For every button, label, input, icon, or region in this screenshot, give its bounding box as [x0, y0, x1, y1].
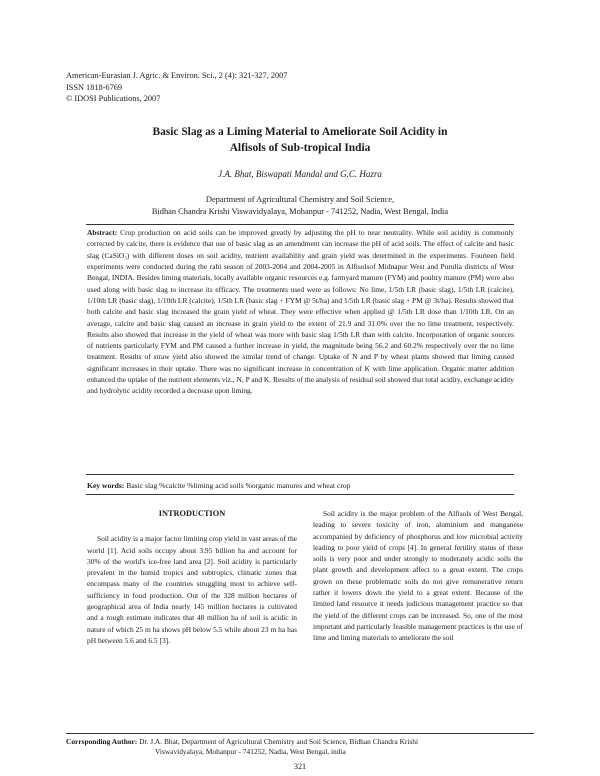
abstract — [87, 227, 514, 397]
journal-copyright: © IDOSI Publications, 2007 — [66, 94, 161, 104]
paper-title — [60, 124, 540, 156]
affiliation-line-1: Department of Agricultural Chemistry and Soil Science, — [205, 195, 395, 204]
corresponding-author-footer — [66, 737, 534, 758]
footer-label: Corrsponding Author: — [66, 737, 138, 746]
title-line-1: Basic Slag as a Liming Material to Ameliorate Soil Acidity in — [152, 126, 448, 138]
journal-citation: American-Eurasian J. Agric. & Environ. Sci., 2 (4): 321-327, 2007 — [66, 71, 288, 80]
left-column — [87, 508, 297, 646]
keywords — [87, 481, 350, 490]
journal-issn: ISSN 1818-6769 — [66, 82, 123, 92]
abstract-text: Crop production on acid soils can be improved greatly by adjusting the pH to near neutrality. While soil acidity is commonly corrected by calcite, there is evidence that use of basic slag as an amendment can increase the pH of acid soils. The effect of calcite and basic slag (CaSiO₃) with different doses on soil acidity, nutrient availability and grain yield was determined in the experiments. Fourteen field experiments were conducted during the rabi season of 2003-2004 and 2004-2005 in Alfisolsof Midnapur West and Purulia districts of West Bengal, INDIA. Besides liming materials, locally available organic resources e.g. farmyard manure (FYM) and poultry manure (PM) were also used along with basic slag to increase its efficacy. The treatments used were as follows: No lime, 1/5th LR (basic slag), 1/5th LR (calcite), 1/10th LR (basic slag), 1/10th LR (calcite), 1/5th LR (basic slag + FYM @ 5t/ha) and 1/5th LR (basic slag + PM @ 3t/ha). Results showed that both calcite and basic slag increased the grain yield of wheat. They were effective when applied @ 1/5th LR dose than 1/10th LR. On an average, calcite and basic slag caused an increase in grain yield to the extent of 21.9 and 31.0% over the no lime treatment, respectively. Results also showed that increase in the yield of wheat was more with basic slag 1/5th LR than with calcite. Incorporation of organic sources of nutrients particularly FYM and PM caused a further increase in yield, the magnitude being 56.2 and 60.2% respectively over the no lime treatment. Results of straw yield also showed the similar trend of change. Uptake of N and P by wheat plants showed that liming caused significant increases in their uptake. There was no significant increase in concentration of K with lime application. Organic matter addition enhanced the uptake of the nutrient elements viz., N, P and K. Results of the analysis of residual soil showed that total acidity, exchange acidity and hydrolytic acidity recorded a decrease upon liming. — [87, 228, 514, 396]
affiliation-line-2: Bidhan Chandra Krishi Viswavidyalaya, Mohanpur - 741252, Nadia, West Bengal, India — [151, 207, 449, 217]
footer-rule — [66, 733, 534, 734]
abstract-label: Abstract: — [87, 228, 118, 237]
authors: J.A. Bhat, Biswapati Mandal and G.C. Hazra — [218, 169, 382, 179]
keywords-label: Key words: — [87, 481, 125, 490]
abstract-bottom-rule — [86, 474, 514, 475]
right-column — [313, 508, 523, 644]
introduction-right-paragraph: Soil acidity is the major problem of the Alfisols of West Bengal, leading to severe toxicity of iron, aluminium and manganese accompanied by deficiency of phosphorus and low microbial activity leading to poor yield of crops [4]. In general fertility status of these soils is very poor and under strongly to moderately acidic soils the plant growth and development affect to a great extent. The crops grown on these problematic soils do not give remunerative return rather it lowers down the yield to a great extent. Because of the limited land resource it needs judicious management practice so that the yield of the different crops can be increased. So, one of the most important and particularly feasible management practices is the use of lime and liming materials to ameliorate the soil — [313, 509, 523, 643]
footer-line-1: Dr. J.A. Bhat, Department of Agricultural Chemistry and Soil Science, Bidhan Chandra Krishi — [139, 737, 419, 746]
keywords-bottom-rule — [86, 494, 514, 495]
journal-header — [66, 70, 287, 105]
page-number: 321 — [293, 762, 307, 771]
introduction-heading: INTRODUCTION — [158, 509, 226, 518]
introduction-left-paragraph: Soil acidity is a major factor limiting crop yield in vast areas of the world [1]. Acid soils occupy about 3.95 billion ha and account for 30% of the world's ice-free land area [2]. Soil acidity is particularly prevalent in the humid tropics and subtropics, climatic zones that encompass many of the countries struggling most to achieve self-sufficiency in food production. Out of the 328 million hectares of geographical area of India nearly 145 million hectares is cultivated and a rough estimate indicates that 48 million ha of soil is acidic in nature of which 25 m ha shows pH below 5.5 while about 23 m ha has pH between 5.6 and 6.5 [3]. — [87, 534, 297, 645]
affiliation — [60, 194, 540, 218]
abstract-top-rule — [86, 224, 514, 225]
footer-line-2: Viswavidyalaya, Mohanpur - 741252, Nadia, West Bengal, india — [155, 747, 346, 757]
keywords-text: Basic slag %calcite %liming acid soils %organic manures and wheat crop — [126, 481, 351, 490]
title-line-2: Alfisols of Sub-tropical India — [229, 142, 371, 154]
